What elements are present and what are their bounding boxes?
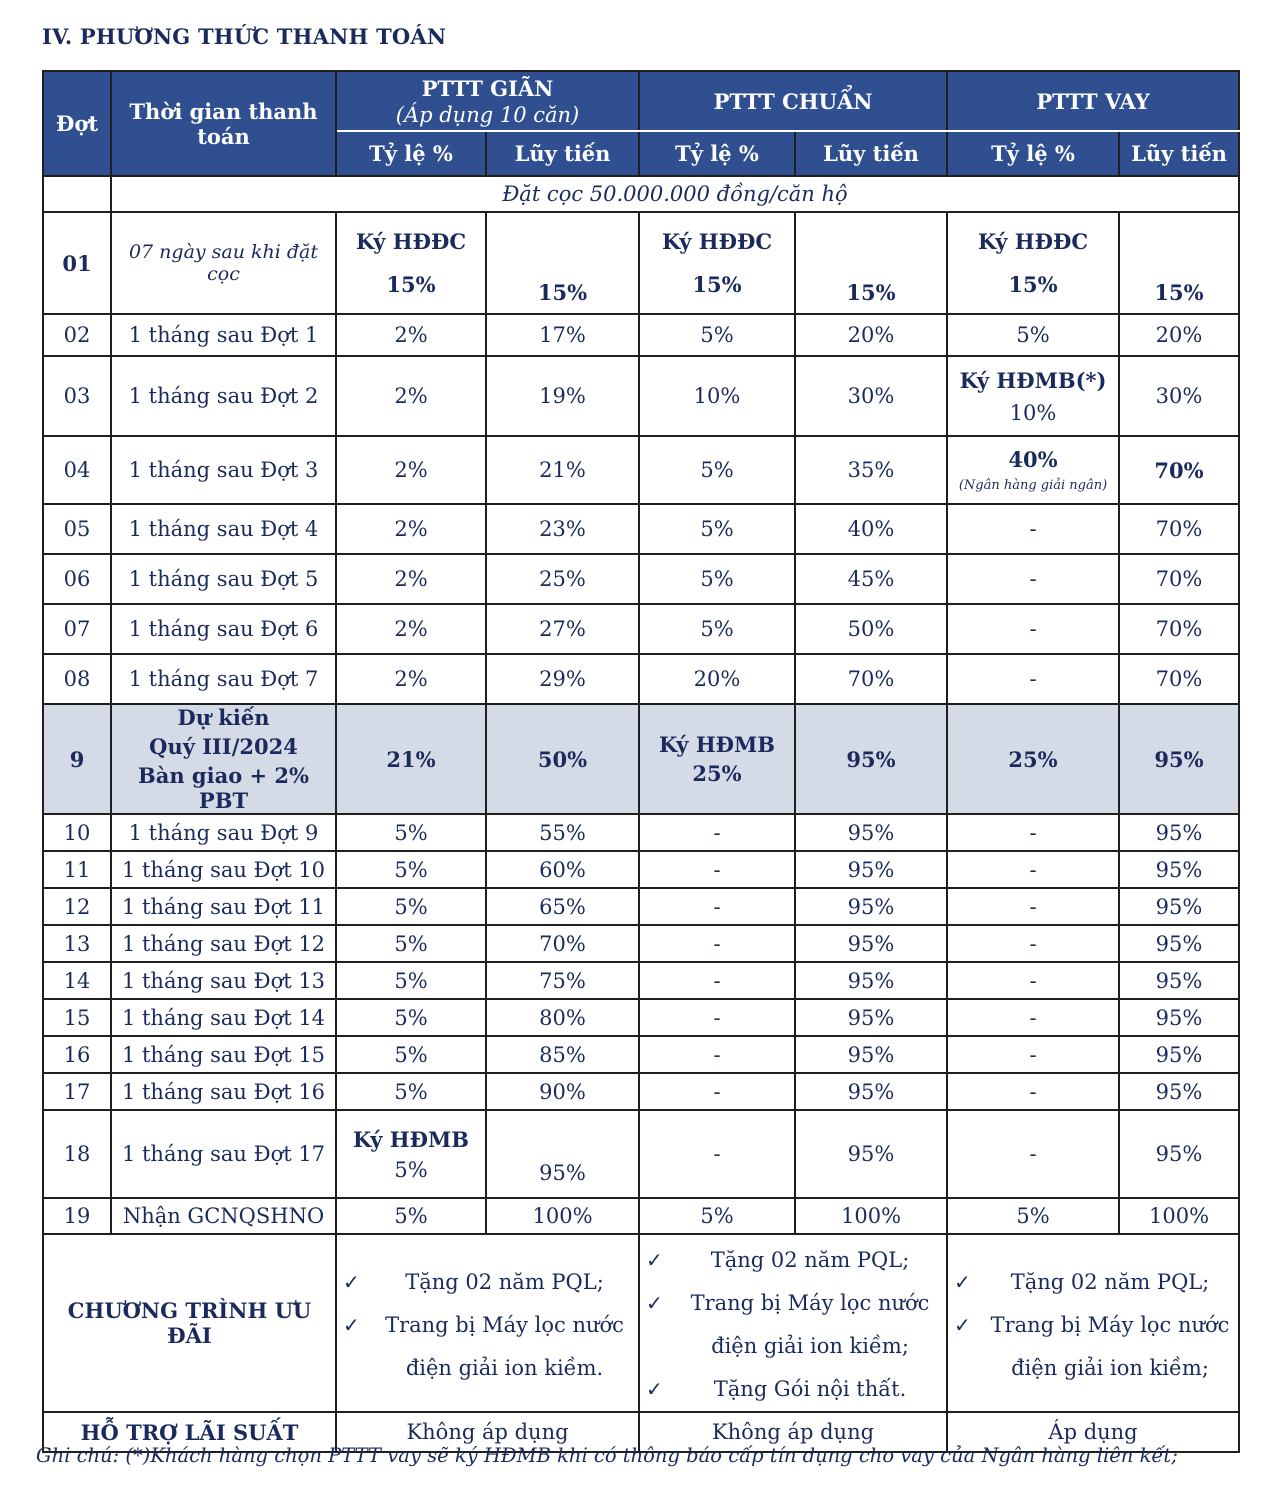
row-10-dot: 10 xyxy=(43,814,111,851)
row-08-chuan-rate: 20% xyxy=(639,654,795,704)
row-06-time: 1 tháng sau Đợt 5 xyxy=(111,554,336,604)
row-19-gian-rate: 5% xyxy=(336,1198,486,1234)
row-13-gian-cum: 70% xyxy=(486,925,639,962)
row-11-gian-rate: 5% xyxy=(336,851,486,888)
row-16-gian-rate: 5% xyxy=(336,1036,486,1073)
row-09-chuan-cum: 95% xyxy=(795,704,947,814)
row-17-chuan-rate: - xyxy=(639,1073,795,1110)
row-08-time: 1 tháng sau Đợt 7 xyxy=(111,654,336,704)
promo-vay-item: ✓ Trang bị Máy lọc nước điện giải ion kiềm; xyxy=(952,1304,1238,1390)
row-01-gian-cum: 15% xyxy=(486,212,639,314)
row-01-vay-sign: Ký HĐĐC xyxy=(977,229,1089,254)
row-02-gian-rate: 2% xyxy=(336,314,486,356)
row-19-vay-cum: 100% xyxy=(1119,1198,1239,1234)
row-04-gian-cum: 21% xyxy=(486,436,639,504)
promo-gian-item: ✓ Trang bị Máy lọc nước điện giải ion kiềm. xyxy=(341,1304,638,1390)
row-09-chuan-rate xyxy=(639,704,795,814)
table-row-02 xyxy=(43,314,1239,356)
row-19-vay-rate: 5% xyxy=(947,1198,1119,1234)
row-06-gian-cum: 25% xyxy=(486,554,639,604)
row-09-dot: 9 xyxy=(43,704,111,814)
row-09-time-line3: Bàn giao + 2% PBT xyxy=(138,763,309,813)
row-04-time: 1 tháng sau Đợt 3 xyxy=(111,436,336,504)
row-14-vay-cum: 95% xyxy=(1119,962,1239,999)
row-10-chuan-rate: - xyxy=(639,814,795,851)
check-icon: ✓ xyxy=(954,1312,971,1337)
footnote: Ghi chú: (*)Khách hàng chọn PTTT vay sẽ ký HĐMB khi có thông báo cấp tín dụng cho vay của Ngân hàng liên kết; xyxy=(36,1444,1178,1467)
row-13-gian-rate: 5% xyxy=(336,925,486,962)
row-11-chuan-cum: 95% xyxy=(795,851,947,888)
row-07-time: 1 tháng sau Đợt 6 xyxy=(111,604,336,654)
row-02-time: 1 tháng sau Đợt 1 xyxy=(111,314,336,356)
payment-schedule-table xyxy=(42,70,1240,1453)
row-15-gian-cum: 80% xyxy=(486,999,639,1036)
row-03-chuan-cum: 30% xyxy=(795,356,947,436)
row-12-gian-cum: 65% xyxy=(486,888,639,925)
header-gian-cum: Lũy tiến xyxy=(486,131,639,176)
row-16-time: 1 tháng sau Đợt 15 xyxy=(111,1036,336,1073)
table-row xyxy=(43,604,1239,654)
row-01-vay-rate xyxy=(947,212,1119,314)
row-09-gian-cum: 50% xyxy=(486,704,639,814)
row-15-chuan-rate: - xyxy=(639,999,795,1036)
row-18-gian-value: 5% xyxy=(394,1157,428,1182)
header-row-1 xyxy=(43,71,1239,131)
row-18-chuan-cum: 95% xyxy=(795,1110,947,1198)
support-chuan: Không áp dụng xyxy=(639,1412,947,1452)
row-17-gian-rate: 5% xyxy=(336,1073,486,1110)
row-04-vay-cum: 70% xyxy=(1119,436,1239,504)
row-15-vay-rate: - xyxy=(947,999,1119,1036)
row-14-chuan-cum: 95% xyxy=(795,962,947,999)
header-gian-subtitle: (Áp dụng 10 căn) xyxy=(395,102,580,127)
row-14-chuan-rate: - xyxy=(639,962,795,999)
check-icon: ✓ xyxy=(343,1269,360,1294)
row-03-chuan-rate: 10% xyxy=(639,356,795,436)
table-row xyxy=(43,999,1239,1036)
row-18-chuan-rate: - xyxy=(639,1110,795,1198)
row-02-chuan-cum: 20% xyxy=(795,314,947,356)
row-07-vay-cum: 70% xyxy=(1119,604,1239,654)
row-16-chuan-rate: - xyxy=(639,1036,795,1073)
row-07-chuan-cum: 50% xyxy=(795,604,947,654)
table-row xyxy=(43,851,1239,888)
row-14-gian-cum: 75% xyxy=(486,962,639,999)
promo-gian-item: ✓ Tặng 02 năm PQL; xyxy=(341,1261,638,1304)
row-11-gian-cum: 60% xyxy=(486,851,639,888)
promo-gian xyxy=(336,1234,639,1412)
row-06-chuan-cum: 45% xyxy=(795,554,947,604)
row-17-gian-cum: 90% xyxy=(486,1073,639,1110)
promo-vay xyxy=(947,1234,1239,1412)
support-label: HỖ TRỢ LÃI SUẤT xyxy=(43,1412,336,1452)
promo-chuan xyxy=(639,1234,947,1412)
deposit-row xyxy=(43,176,1239,212)
header-vay-cum: Lũy tiến xyxy=(1119,131,1239,176)
row-01-gian-rate xyxy=(336,212,486,314)
row-11-vay-cum: 95% xyxy=(1119,851,1239,888)
promo-label: CHƯƠNG TRÌNH ƯU ĐÃI xyxy=(43,1234,336,1412)
row-03-gian-rate: 2% xyxy=(336,356,486,436)
row-07-vay-rate: - xyxy=(947,604,1119,654)
row-03-dot: 03 xyxy=(43,356,111,436)
row-04-chuan-rate: 5% xyxy=(639,436,795,504)
row-07-dot: 07 xyxy=(43,604,111,654)
check-icon: ✓ xyxy=(646,1248,663,1272)
row-01-chuan-cum: 15% xyxy=(795,212,947,314)
row-01-chuan-value: 15% xyxy=(692,272,742,297)
row-07-gian-cum: 27% xyxy=(486,604,639,654)
row-10-chuan-cum: 95% xyxy=(795,814,947,851)
row-16-dot: 16 xyxy=(43,1036,111,1073)
row-13-dot: 13 xyxy=(43,925,111,962)
row-15-chuan-cum: 95% xyxy=(795,999,947,1036)
row-16-gian-cum: 85% xyxy=(486,1036,639,1073)
table-row xyxy=(43,814,1239,851)
row-06-vay-rate: - xyxy=(947,554,1119,604)
deposit-empty-cell xyxy=(43,176,111,212)
row-12-vay-cum: 95% xyxy=(1119,888,1239,925)
promo-chuan-item: ✓ Tặng 02 năm PQL; xyxy=(644,1239,946,1282)
row-09-time xyxy=(111,704,336,814)
row-02-vay-cum: 20% xyxy=(1119,314,1239,356)
row-01-dot: 01 xyxy=(43,212,111,314)
row-18-dot: 18 xyxy=(43,1110,111,1198)
row-18-vay-rate: - xyxy=(947,1110,1119,1198)
row-04-vay-value: 40% xyxy=(1008,447,1058,472)
row-12-chuan-rate: - xyxy=(639,888,795,925)
row-03-gian-cum: 19% xyxy=(486,356,639,436)
row-04-vay-rate xyxy=(947,436,1119,504)
table-row xyxy=(43,925,1239,962)
row-11-vay-rate: - xyxy=(947,851,1119,888)
table-row-09-highlight xyxy=(43,704,1239,814)
row-08-dot: 08 xyxy=(43,654,111,704)
row-03-vay-rate xyxy=(947,356,1119,436)
row-09-chuan-sign: Ký HĐMB xyxy=(659,732,776,757)
row-06-vay-cum: 70% xyxy=(1119,554,1239,604)
support-gian: Không áp dụng xyxy=(336,1412,639,1452)
row-13-chuan-rate: - xyxy=(639,925,795,962)
row-17-vay-rate: - xyxy=(947,1073,1119,1110)
row-06-gian-rate: 2% xyxy=(336,554,486,604)
row-04-vay-note: (Ngân hàng giải ngân) xyxy=(958,478,1108,493)
row-05-chuan-cum: 40% xyxy=(795,504,947,554)
table-row xyxy=(43,1073,1239,1110)
table-row xyxy=(43,554,1239,604)
promo-chuan-item: ✓ Tặng Gói nội thất. xyxy=(644,1368,946,1411)
table-row-19 xyxy=(43,1198,1239,1234)
row-10-time: 1 tháng sau Đợt 9 xyxy=(111,814,336,851)
table-row xyxy=(43,888,1239,925)
row-06-chuan-rate: 5% xyxy=(639,554,795,604)
row-04-gian-rate: 2% xyxy=(336,436,486,504)
row-15-vay-cum: 95% xyxy=(1119,999,1239,1036)
table-row-04 xyxy=(43,436,1239,504)
row-04-dot: 04 xyxy=(43,436,111,504)
row-14-vay-rate: - xyxy=(947,962,1119,999)
row-07-gian-rate: 2% xyxy=(336,604,486,654)
row-18-gian-sign: Ký HĐMB xyxy=(352,1126,469,1152)
row-03-vay-value: 10% xyxy=(1009,400,1057,425)
row-12-chuan-cum: 95% xyxy=(795,888,947,925)
row-09-vay-rate: 25% xyxy=(947,704,1119,814)
row-17-vay-cum: 95% xyxy=(1119,1073,1239,1110)
row-17-time: 1 tháng sau Đợt 16 xyxy=(111,1073,336,1110)
header-gian-title: PTTT GIÃN xyxy=(421,75,554,101)
row-15-time: 1 tháng sau Đợt 14 xyxy=(111,999,336,1036)
row-04-chuan-cum: 35% xyxy=(795,436,947,504)
row-12-dot: 12 xyxy=(43,888,111,925)
section-title: IV. PHƯƠNG THỨC THANH TOÁN xyxy=(42,24,447,49)
row-15-dot: 15 xyxy=(43,999,111,1036)
row-09-time-line1: Dự kiến xyxy=(177,705,270,730)
row-13-time: 1 tháng sau Đợt 12 xyxy=(111,925,336,962)
row-14-dot: 14 xyxy=(43,962,111,999)
table-row xyxy=(43,504,1239,554)
row-10-vay-cum: 95% xyxy=(1119,814,1239,851)
row-01-time: 07 ngày sau khi đặt cọc xyxy=(111,212,336,314)
table-row xyxy=(43,962,1239,999)
row-01-vay-value: 15% xyxy=(1008,272,1058,297)
row-19-dot: 19 xyxy=(43,1198,111,1234)
row-12-time: 1 tháng sau Đợt 11 xyxy=(111,888,336,925)
row-16-vay-rate: - xyxy=(947,1036,1119,1073)
row-13-vay-rate: - xyxy=(947,925,1119,962)
row-17-chuan-cum: 95% xyxy=(795,1073,947,1110)
row-05-dot: 05 xyxy=(43,504,111,554)
row-11-time: 1 tháng sau Đợt 10 xyxy=(111,851,336,888)
header-vay: PTTT VAY xyxy=(947,71,1239,131)
row-02-vay-rate: 5% xyxy=(947,314,1119,356)
header-gian xyxy=(336,71,639,131)
row-09-time-line2: Quý III/2024 xyxy=(149,734,298,759)
row-09-chuan-value: 25% xyxy=(692,761,742,786)
row-01-chuan-rate xyxy=(639,212,795,314)
check-icon: ✓ xyxy=(954,1269,971,1294)
row-08-gian-cum: 29% xyxy=(486,654,639,704)
row-03-time: 1 tháng sau Đợt 2 xyxy=(111,356,336,436)
row-12-vay-rate: - xyxy=(947,888,1119,925)
row-15-gian-rate: 5% xyxy=(336,999,486,1036)
row-17-dot: 17 xyxy=(43,1073,111,1110)
row-18-gian-rate xyxy=(336,1110,486,1198)
row-10-gian-cum: 55% xyxy=(486,814,639,851)
row-08-vay-rate: - xyxy=(947,654,1119,704)
row-18-gian-cum: 95% xyxy=(486,1110,639,1198)
row-10-vay-rate: - xyxy=(947,814,1119,851)
header-chuan-cum: Lũy tiến xyxy=(795,131,947,176)
header-chuan: PTTT CHUẨN xyxy=(639,71,947,131)
header-time: Thời gian thanh toán xyxy=(111,71,336,176)
row-01-gian-sign: Ký HĐĐC xyxy=(355,229,467,254)
row-03-vay-cum: 30% xyxy=(1119,356,1239,436)
row-18-time: 1 tháng sau Đợt 17 xyxy=(111,1110,336,1198)
row-19-gian-cum: 100% xyxy=(486,1198,639,1234)
row-10-gian-rate: 5% xyxy=(336,814,486,851)
row-08-chuan-cum: 70% xyxy=(795,654,947,704)
check-icon: ✓ xyxy=(646,1377,663,1401)
row-14-time: 1 tháng sau Đợt 13 xyxy=(111,962,336,999)
row-08-vay-cum: 70% xyxy=(1119,654,1239,704)
row-01-vay-cum: 15% xyxy=(1119,212,1239,314)
check-icon: ✓ xyxy=(646,1291,663,1315)
row-19-chuan-cum: 100% xyxy=(795,1198,947,1234)
row-02-gian-cum: 17% xyxy=(486,314,639,356)
row-18-vay-cum: 95% xyxy=(1119,1110,1239,1198)
row-09-gian-rate: 21% xyxy=(336,704,486,814)
row-16-vay-cum: 95% xyxy=(1119,1036,1239,1073)
row-11-chuan-rate: - xyxy=(639,851,795,888)
support-vay: Áp dụng xyxy=(947,1412,1239,1452)
table-row-01 xyxy=(43,212,1239,314)
row-13-chuan-cum: 95% xyxy=(795,925,947,962)
row-06-dot: 06 xyxy=(43,554,111,604)
table-row-18 xyxy=(43,1110,1239,1198)
header-vay-rate: Tỷ lệ % xyxy=(947,131,1119,176)
deposit-text: Đặt cọc 50.000.000 đồng/căn hộ xyxy=(111,176,1239,212)
row-08-gian-rate: 2% xyxy=(336,654,486,704)
header-gian-rate: Tỷ lệ % xyxy=(336,131,486,176)
promo-vay-item: ✓ Tặng 02 năm PQL; xyxy=(952,1261,1238,1304)
row-16-chuan-cum: 95% xyxy=(795,1036,947,1073)
row-05-vay-cum: 70% xyxy=(1119,504,1239,554)
row-01-chuan-sign: Ký HĐĐC xyxy=(661,229,773,254)
row-13-vay-cum: 95% xyxy=(1119,925,1239,962)
table-row xyxy=(43,1036,1239,1073)
row-07-chuan-rate: 5% xyxy=(639,604,795,654)
row-19-chuan-rate: 5% xyxy=(639,1198,795,1234)
row-12-gian-rate: 5% xyxy=(336,888,486,925)
row-14-gian-rate: 5% xyxy=(336,962,486,999)
row-05-time: 1 tháng sau Đợt 4 xyxy=(111,504,336,554)
row-02-chuan-rate: 5% xyxy=(639,314,795,356)
row-03-vay-sign: Ký HĐMB(*) xyxy=(959,367,1107,393)
table-row xyxy=(43,654,1239,704)
row-01-gian-value: 15% xyxy=(386,272,436,297)
table-row-03 xyxy=(43,356,1239,436)
row-02-dot: 02 xyxy=(43,314,111,356)
promo-row xyxy=(43,1234,1239,1412)
row-05-chuan-rate: 5% xyxy=(639,504,795,554)
row-05-gian-cum: 23% xyxy=(486,504,639,554)
check-icon: ✓ xyxy=(343,1312,360,1337)
promo-chuan-item: ✓ Trang bị Máy lọc nước điện giải ion kiềm; xyxy=(644,1282,946,1368)
row-09-vay-cum: 95% xyxy=(1119,704,1239,814)
header-chuan-rate: Tỷ lệ % xyxy=(639,131,795,176)
row-19-time: Nhận GCNQSHNO xyxy=(111,1198,336,1234)
header-dot: Đợt xyxy=(43,71,111,176)
row-05-gian-rate: 2% xyxy=(336,504,486,554)
row-11-dot: 11 xyxy=(43,851,111,888)
row-05-vay-rate: - xyxy=(947,504,1119,554)
